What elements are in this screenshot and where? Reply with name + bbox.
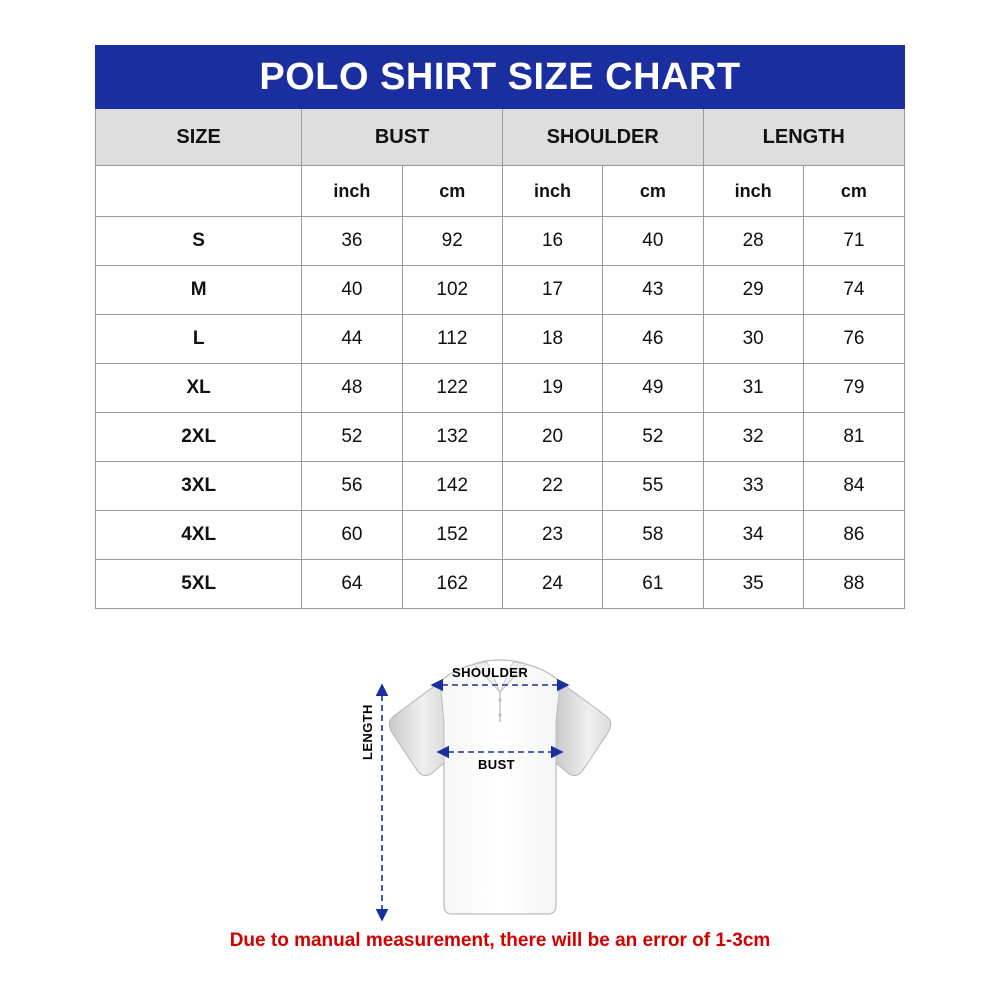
size-chart-table (95, 45, 905, 609)
cell-shoulder-cm: 58 (603, 511, 703, 560)
cell-length-inch: 34 (703, 511, 803, 560)
cell-length-inch: 29 (703, 266, 803, 315)
cell-size: 4XL (96, 511, 302, 560)
cell-shoulder-inch: 17 (502, 266, 602, 315)
unit-shoulder-inch: inch (502, 166, 602, 217)
table-row (96, 413, 905, 462)
table-row (96, 511, 905, 560)
shirt-body-shape (389, 660, 610, 914)
cell-size: 2XL (96, 413, 302, 462)
cell-shoulder-inch: 22 (502, 462, 602, 511)
cell-length-inch: 30 (703, 315, 803, 364)
cell-shoulder-cm: 46 (603, 315, 703, 364)
cell-bust-cm: 112 (402, 315, 502, 364)
cell-length-cm: 86 (803, 511, 904, 560)
cell-shoulder-cm: 43 (603, 266, 703, 315)
cell-length-cm: 74 (803, 266, 904, 315)
cell-bust-cm: 142 (402, 462, 502, 511)
cell-shoulder-inch: 16 (502, 217, 602, 266)
header-bust: BUST (302, 109, 503, 166)
bust-label: BUST (478, 757, 515, 772)
cell-length-inch: 32 (703, 413, 803, 462)
cell-bust-inch: 48 (302, 364, 402, 413)
cell-length-inch: 33 (703, 462, 803, 511)
cell-bust-cm: 152 (402, 511, 502, 560)
unit-header-row (96, 166, 905, 217)
table-row (96, 560, 905, 609)
cell-bust-inch: 36 (302, 217, 402, 266)
cell-shoulder-inch: 20 (502, 413, 602, 462)
cell-bust-inch: 60 (302, 511, 402, 560)
unit-bust-inch: inch (302, 166, 402, 217)
cell-size: S (96, 217, 302, 266)
unit-blank (96, 166, 302, 217)
cell-size: M (96, 266, 302, 315)
cell-length-cm: 88 (803, 560, 904, 609)
table-row (96, 217, 905, 266)
cell-bust-inch: 52 (302, 413, 402, 462)
cell-bust-cm: 122 (402, 364, 502, 413)
cell-length-cm: 76 (803, 315, 904, 364)
shoulder-label: SHOULDER (452, 665, 529, 680)
cell-bust-inch: 56 (302, 462, 402, 511)
cell-bust-cm: 102 (402, 266, 502, 315)
table-row (96, 364, 905, 413)
cell-shoulder-cm: 40 (603, 217, 703, 266)
cell-size: 5XL (96, 560, 302, 609)
unit-shoulder-cm: cm (603, 166, 703, 217)
cell-size: L (96, 315, 302, 364)
page-title: POLO SHIRT SIZE CHART (96, 46, 905, 109)
header-size: SIZE (96, 109, 302, 166)
header-length: LENGTH (703, 109, 904, 166)
cell-bust-cm: 92 (402, 217, 502, 266)
cell-shoulder-inch: 18 (502, 315, 602, 364)
unit-length-cm: cm (803, 166, 904, 217)
cell-shoulder-cm: 49 (603, 364, 703, 413)
cell-shoulder-cm: 55 (603, 462, 703, 511)
table-row (96, 462, 905, 511)
cell-length-cm: 71 (803, 217, 904, 266)
cell-length-cm: 79 (803, 364, 904, 413)
cell-length-inch: 28 (703, 217, 803, 266)
cell-shoulder-inch: 23 (502, 511, 602, 560)
cell-bust-cm: 162 (402, 560, 502, 609)
cell-shoulder-inch: 19 (502, 364, 602, 413)
cell-length-inch: 31 (703, 364, 803, 413)
cell-shoulder-cm: 52 (603, 413, 703, 462)
length-label: LENGTH (360, 704, 375, 760)
group-header-row (96, 109, 905, 166)
cell-length-cm: 84 (803, 462, 904, 511)
cell-shoulder-cm: 61 (603, 560, 703, 609)
unit-bust-cm: cm (402, 166, 502, 217)
cell-bust-inch: 64 (302, 560, 402, 609)
cell-bust-inch: 40 (302, 266, 402, 315)
cell-bust-cm: 132 (402, 413, 502, 462)
size-chart-container (95, 45, 905, 609)
cell-length-cm: 81 (803, 413, 904, 462)
cell-length-inch: 35 (703, 560, 803, 609)
header-shoulder: SHOULDER (502, 109, 703, 166)
unit-length-inch: inch (703, 166, 803, 217)
measurement-note: Due to manual measurement, there will be an error of 1-3cm (229, 930, 771, 951)
table-row (96, 315, 905, 364)
cell-size: XL (96, 364, 302, 413)
table-row (96, 266, 905, 315)
cell-shoulder-inch: 24 (502, 560, 602, 609)
chart-title-row (96, 46, 905, 109)
cell-size: 3XL (96, 462, 302, 511)
cell-bust-inch: 44 (302, 315, 402, 364)
